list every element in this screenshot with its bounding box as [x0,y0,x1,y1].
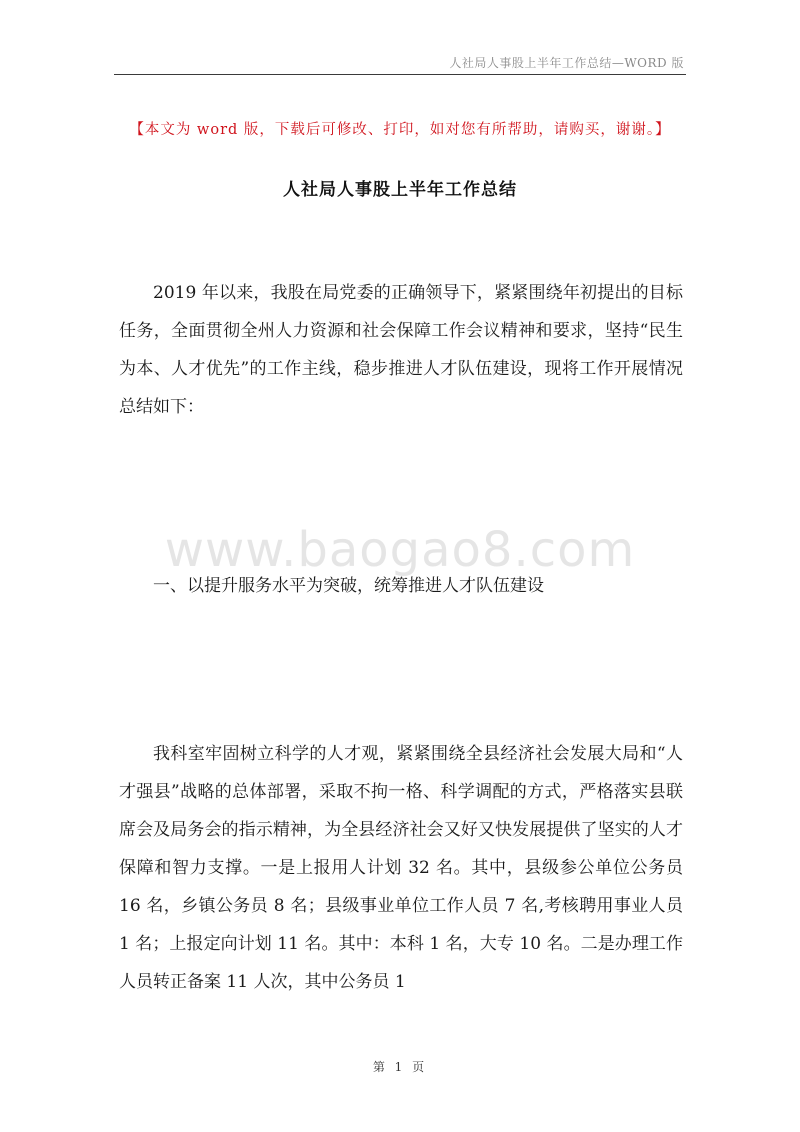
running-header: 人社局人事股上半年工作总结—WORD 版 [449,56,684,70]
document-title: 人社局人事股上半年工作总结 [283,180,517,200]
download-notice: 【本文为 word 版，下载后可修改、打印，如对您有所帮助，请购买，谢谢。】 [129,122,671,138]
section-heading: 一、以提升服务水平为突破，统筹推进人才队伍建设 [153,576,544,596]
intro-paragraph: 2019 年以来，我股在局党委的正确领导下，紧紧围绕年初提出的目标任务，全面贯彻全州人力资源和社会保障工作会议精神和要求，坚持“民生为本、人才优先”的工作主线，稳步推进人才队伍建设，现将工作开展情况总结如下： [119,283,683,417]
watermark-text: www.baogao8.com [164,522,636,578]
body-paragraph: 我科室牢固树立科学的人才观，紧紧围绕全县经济社会发展大局和“人才强县”战略的总体部署，采取不拘一格、科学调配的方式，严格落实县联席会及局务会的指示精神，为全县经济社会又好又快发展提供了坚实的人才保障和智力支撑。一是上报用人计划 32 名。其中，县级参公单位公务员 16 名，乡镇公务员 8 名；县级事业单位工作人员 7 名,考核聘用事业人员 1 名；上报定向计划 11 名。其中：本科 1 名，大专 10 名。二是办理工作人员转正备案 11 人次，其中公务员 1 [119,744,683,992]
page-number: 第 1 页 [372,1060,428,1074]
header-divider [114,74,686,75]
